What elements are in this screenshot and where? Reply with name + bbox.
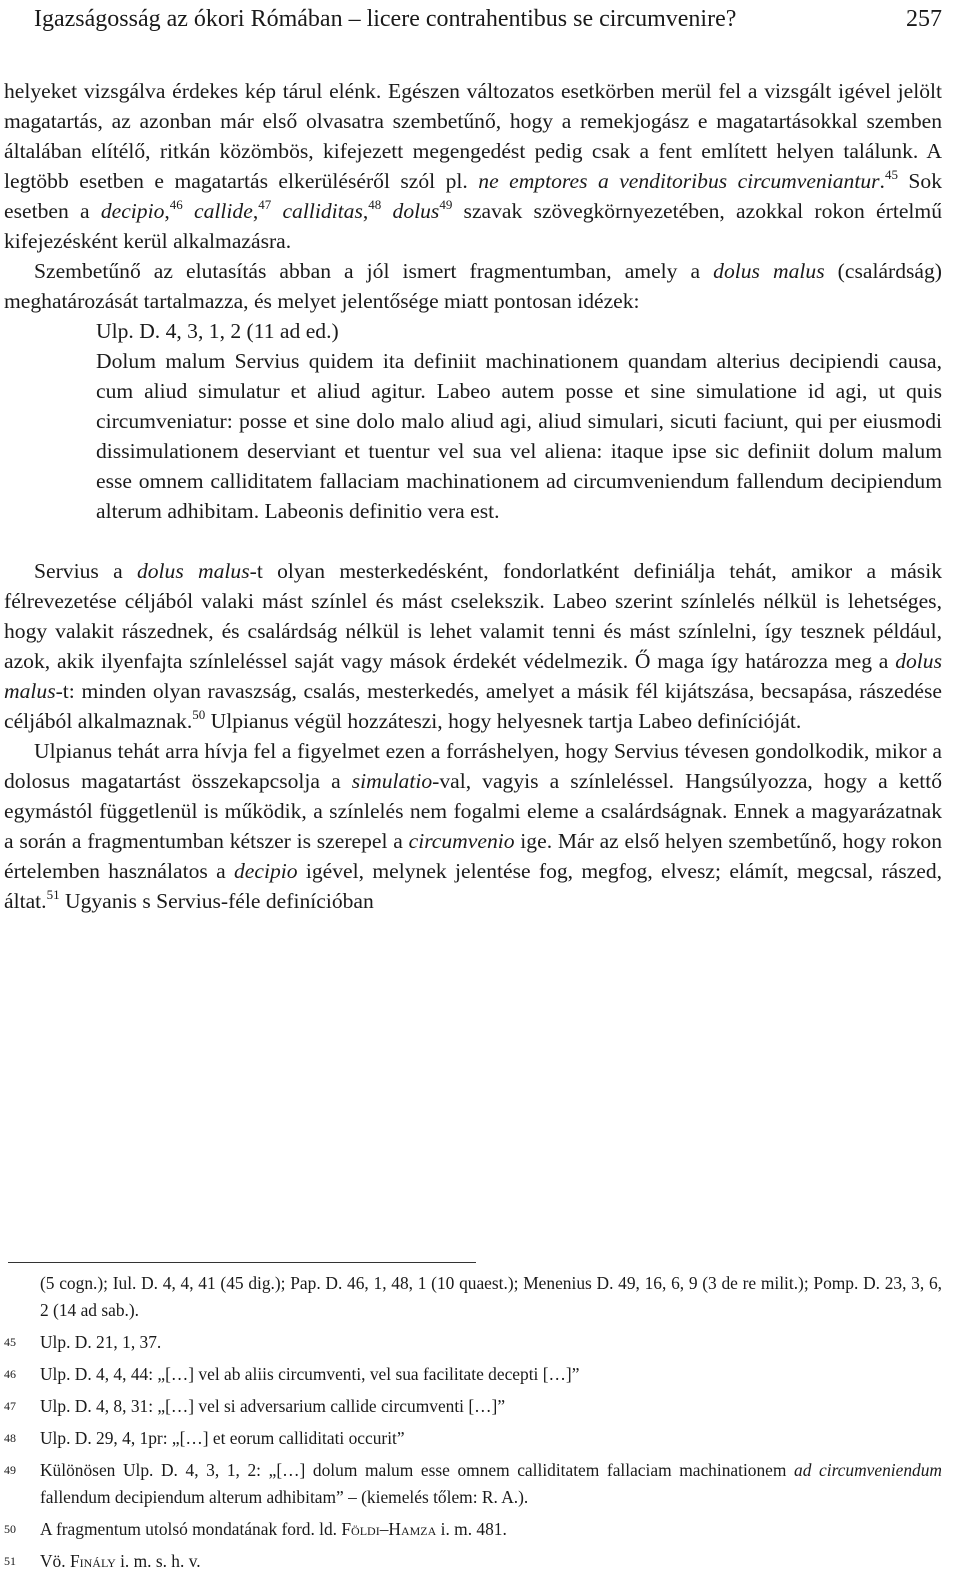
footnote-ref-48[interactable]: 48 — [368, 197, 382, 212]
text-run: A fragmentum utolsó mondatának ford. ld. — [40, 1519, 342, 1539]
text-run: i. m. s. h. v. — [115, 1551, 201, 1571]
text-run: Szembetűnő az elutasítás abban a jól ismert fragmentumban, amely a — [34, 259, 714, 283]
footnote-ref-45[interactable]: 45 — [884, 167, 898, 182]
block-quote: Dolum malum Servius quidem ita definiit machinationem quandam alterius decipiendi causa, cum aliud simulatur et aliud agitur. Labeo autem posse et sine simulatione id agi, ut quis circumveniatur: posse et sine dolo malo aliud agi, aliud simulari, sicuti faciunt, qui per eiusmodi dissimulationem deserviant et tuentur vel sua vel aliena: itaque ipse sic definiit dolum malum esse omnem calliditatem fallaciam machinationem ad circumveniendum fallendum decipiendum alterum adhibitam. Labeonis definitio vera est. — [96, 349, 942, 523]
italic-term: ad circumveniendum — [794, 1460, 942, 1480]
italic-term: dolus — [392, 199, 440, 223]
italic-term: callide — [194, 199, 253, 223]
paragraph-1 — [4, 76, 942, 256]
italic-term: circumvenio — [408, 829, 515, 853]
italic-term: decipio — [234, 859, 298, 883]
text-run: Ugyanis s Servius-féle definícióban — [59, 889, 374, 913]
footnotes — [4, 1270, 942, 1580]
author-name: Finály — [69, 1551, 116, 1571]
footnote-ref-49[interactable]: 49 — [439, 197, 453, 212]
text-run: , — [164, 199, 170, 223]
spacer — [4, 526, 942, 556]
paragraph-3 — [4, 556, 942, 736]
running-head-title: Igazságosság az ókori Rómában – licere contrahentibus se circumvenire? — [34, 6, 737, 32]
footnote-number: 50 — [4, 1522, 16, 1536]
author-name: Földi–Hamza — [341, 1519, 437, 1539]
italic-term: ne emptores a venditoribus circumveniantur — [478, 169, 880, 193]
text-run: Különösen Ulp. D. 4, 3, 1, 2: „[…] dolum malum esse omnem calliditatem fallaciam machinationem — [40, 1460, 795, 1480]
footnote-ref-51[interactable]: 51 — [46, 887, 60, 902]
footnote-45 — [4, 1329, 942, 1356]
footnote-text: Ulp. D. 29, 4, 1pr: „[…] et eorum calliditati occurit” — [40, 1428, 405, 1448]
text-run: Servius a — [34, 559, 137, 583]
footnote-text: Ulp. D. 4, 8, 31: „[…] vel si adversarium callide circumventi […]” — [40, 1396, 506, 1416]
footnote-50 — [4, 1516, 942, 1543]
footnote-number: 46 — [4, 1367, 16, 1381]
text-run — [381, 199, 392, 223]
text-run: -t: minden olyan ravaszság, csalás, mesterkedés, amelyet a másik fél kijátszása, becsapása, rászedése céljából alkalmaznak. — [4, 679, 942, 733]
italic-term: decipio — [100, 199, 165, 223]
text-run: ige. Már az első helyen szembetűnő, hogy rokon értelemben használatos a — [4, 829, 943, 883]
footnote-text: Ulp. D. 21, 1, 37. — [40, 1332, 162, 1352]
italic-term: simulatio — [351, 769, 433, 793]
italic-term: dolus malus — [713, 259, 825, 283]
footnote-number: 49 — [4, 1463, 16, 1477]
text-run — [271, 199, 282, 223]
italic-term: calliditas — [282, 199, 363, 223]
text-run: Ulpianus végül hozzáteszi, hogy helyesnek tartja Labeo definícióját. — [205, 709, 802, 733]
text-run — [183, 199, 194, 223]
text-run: , — [252, 199, 259, 223]
text-run: i. m. 481. — [436, 1519, 507, 1539]
italic-term: dolus malus — [136, 559, 250, 583]
text-run: . — [879, 169, 885, 193]
running-head — [34, 4, 942, 34]
paragraph-4 — [4, 736, 942, 916]
footnote-ref-46[interactable]: 46 — [169, 197, 183, 212]
footnote-51 — [4, 1548, 942, 1575]
footnote-text: Ulp. D. 4, 4, 44: „[…] vel ab aliis circumventi, vel sua facilitate decepti […]” — [40, 1364, 580, 1384]
footnote-49 — [4, 1457, 942, 1511]
text-run: Ulpianus tehát arra hívja fel a figyelmet ezen a forráshelyen, hogy Servius tévesen gondolkodik, mikor a dolosus magatartást összekapcsolja a — [4, 739, 942, 793]
text-run: helyeket vizsgálva érdekes kép tárul elénk. Egészen változatos esetkörben merül fel a vizsgált igével jelölt magatartás, az azonban már első olvasatra szembetűnő, hogy a remekjogász e magatartásokkal szemben általában elítélő, ritkán közömbös, kifejezett megengedést pedig csak a fent említett helyen találunk. A legtöbb esetben e magatartás elkerüléséről szól pl. — [4, 79, 942, 193]
footnote-46 — [4, 1361, 942, 1388]
footnote-47 — [4, 1393, 942, 1420]
footnote-text — [40, 1457, 942, 1511]
footnote-text — [40, 1548, 942, 1575]
text-run: (csalárdság) meghatározását tartalmazza, és melyet jelentősége miatt pontosan idézek: — [4, 259, 942, 313]
text-run: Vö. — [40, 1551, 70, 1571]
footnote-number: 48 — [4, 1431, 16, 1445]
text-run: , — [362, 199, 369, 223]
quote-reference: Ulp. D. 4, 3, 1, 2 (11 ad ed.) — [96, 319, 339, 343]
text-run: fallendum decipiendum alterum adhibitam” – (kiemelés tőlem: R. A.). — [40, 1487, 529, 1507]
text-run: -t olyan mesterkedésként, fondorlatként definiálja tehát, amikor a másik félrevezetése céljából valaki mást színlel és mást cselekszik. Labeo szerint színlelés nélkül is lehetséges, hogy valakit rászednek, és csalárdság nélkül is lehet valamit tenni és mást színlelni, így tesznek például, azok, akik ilyenfajta színleléssel saját vagy mások érdekét védelmezik. Ő maga így határozza meg a — [4, 559, 942, 673]
footnote-number: 51 — [4, 1554, 16, 1568]
footnote-48 — [4, 1425, 942, 1452]
body-text — [4, 76, 942, 916]
text-run: szavak szövegkörnyezetében, azokkal rokon értelmű kifejezésként kerül alkalmazásra. — [4, 199, 942, 253]
text-run: igével, melynek jelentése fog, megfog, elvesz; elámít, megcsal, rászed, áltat. — [4, 859, 943, 913]
footnote-divider — [8, 1262, 476, 1263]
footnote-text — [40, 1516, 942, 1543]
footnote-continuation: (5 cogn.); Iul. D. 4, 4, 41 (45 dig.); Pap. D. 46, 1, 48, 1 (10 quaest.); Menenius D. 49, 16, 6, 9 (3 de re milit.); Pomp. D. 23, 3, 6, 2 (14 ad sab.). — [40, 1273, 942, 1320]
footnote-number: 45 — [4, 1335, 16, 1349]
footnote-number: 47 — [4, 1399, 16, 1413]
footnote-ref-50[interactable]: 50 — [192, 707, 206, 722]
text-run: Sok esetben a — [4, 169, 942, 223]
paragraph-2 — [4, 256, 942, 316]
footnote-ref-47[interactable]: 47 — [258, 197, 272, 212]
text-run: -val, vagyis a színleléssel. Hangsúlyozza, hogy a kettő egymástól függetlenül is működik, a színlelés nem fogalmi eleme a csalárdságnak. Ennek a magyarázatnak a során a fragmentumban kétszer is szerepel a — [4, 769, 942, 853]
italic-term: dolus malus — [4, 649, 942, 703]
page-number: 257 — [906, 6, 942, 32]
